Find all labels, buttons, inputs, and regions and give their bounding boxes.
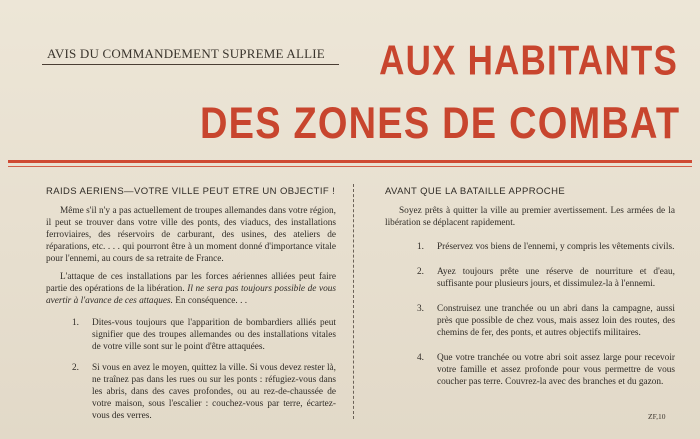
list-item-number: 2. [417,267,424,277]
right-instruction-list [385,241,675,388]
list-item-text: Dites-vous toujours que l'apparition de bombardiers alliés peut signifier que des troupes allemandes ou des installations vitales de votre ville sont sur le point d'être attaquées. [92,318,336,352]
left-column [46,186,336,431]
leaflet-code: ZF,10 [648,412,666,421]
left-paragraph-2 [46,271,336,307]
list-item [72,362,336,422]
leaflet-header [0,0,700,162]
left-column-heading: RAIDS AERIENS—VOTRE VILLE PEUT ETRE UN OBJECTIF ! [46,186,336,197]
list-item-text: Si vous en avez le moyen, quittez la ville. Si vous devez rester là, ne traînez pas dans les rues ou sur les ponts : réfugiez-vous dans les abris, dans des caves profondes, ou au rez-de-chaussée de votre maison, sous l'escalier : couchez-vous par terre, écartez-vous des verres. [92,363,336,421]
issuing-authority: AVIS DU COMMANDEMENT SUPREME ALLIE [47,46,325,61]
left-instruction-list [46,317,336,422]
list-item-text: Que votre tranchée ou votre abri soit assez large pour recevoir votre famille et assez profonde pour vous permettre de vous coucher pas terre. Couvrez-la avec des branches et du gazon. [437,353,675,387]
column-divider [353,184,354,419]
list-item-text: Construisez une tranchée ou un abri dans la campagne, aussi près que possible de chez vous, mais assez loin des routes, des chemins de fer, des ponts, et autres objectifs militaires. [437,304,675,338]
list-item-number: 1. [72,318,79,328]
list-item [417,241,675,253]
list-item-number: 4. [417,353,424,363]
right-intro-paragraph: Soyez prêts à quitter la ville au premier avertissement. Les armées de la libération se déplacent rapidement. [385,206,675,228]
left-paragraph-2-text: L'attaque de ces installations par les forces aériennes alliées peut faire partie des opérations de la libération. [46,272,336,294]
list-item [72,317,336,353]
list-item-text: Ayez toujours prête une réserve de nourriture et d'eau, suffisante pour plusieurs jours, et dissimulez-la à l'ennemi. [437,267,675,289]
main-title-line-2: DES ZONES DE COMBAT [200,99,681,149]
list-item-number: 1. [417,242,424,252]
left-paragraph-1: Même s'il n'y a pas actuellement de troupes allemandes dans votre région, il peut se trouver dans votre ville des ponts, des viaducs, des installations ferroviaires, des réservoirs de carburant, des usines, des ateliers de réparations, etc. . . . qui pourront être à un moment donné d'importance vitale pour l'ennemi, au cours de sa retraite de France. [46,206,336,264]
header-rule-thick [8,160,692,163]
list-item-text: Préservez vos biens de l'ennemi, y compris les vêtements civils. [437,242,675,252]
list-item [417,303,675,339]
left-paragraph-2-end: En conséquence. . . [175,296,248,306]
list-item [417,352,675,388]
header-rule-thin [8,166,692,167]
left-paragraph-2-italic: Il ne sera pas toujours possible de vous avertir à l'avance de ces attaques. [46,284,337,306]
list-item-number: 2. [72,363,79,373]
list-item [417,266,675,290]
right-column [385,186,675,401]
right-column-heading: AVANT QUE LA BATAILLE APPROCHE [385,186,566,197]
main-title-line-1: AUX HABITANTS [379,38,678,85]
list-item-number: 3. [417,304,424,314]
